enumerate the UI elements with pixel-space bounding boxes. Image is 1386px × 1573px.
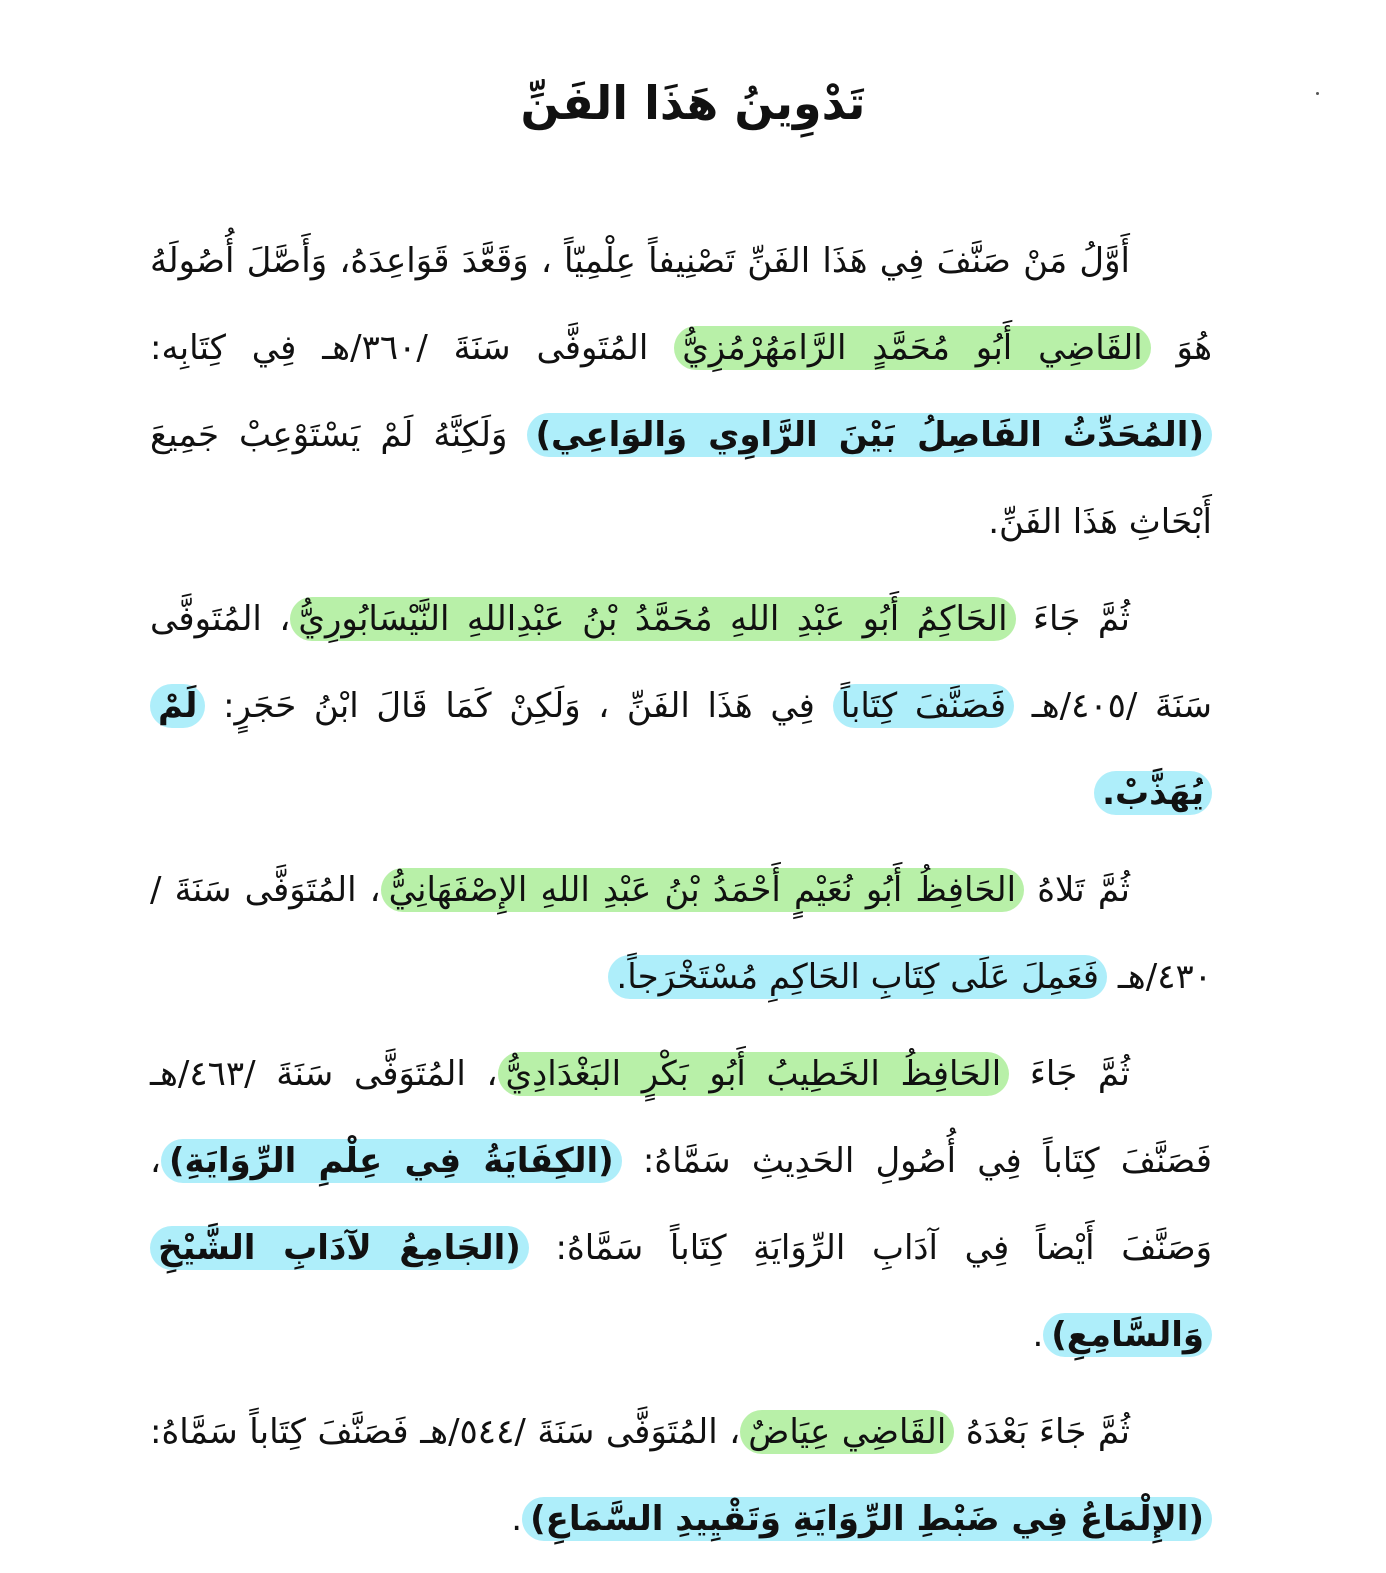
- document-body: [150, 218, 1212, 1573]
- scholar-name-highlight: القَاضِي عِيَاضٌ: [740, 1410, 954, 1454]
- paragraph-4: [150, 1031, 1212, 1379]
- text-highlight: فَصَنَّفَ كِتَاباً: [833, 684, 1014, 728]
- scholar-name-highlight: الحَاكِمُ أَبُو عَبْدِ اللهِ مُحَمَّدُ بْنُ عَبْدِاللهِ النَّيْسَابُورِيُّ: [290, 597, 1015, 641]
- text-segment: .: [1032, 1315, 1044, 1355]
- paragraph-3: [150, 847, 1212, 1021]
- book-title-highlight: (المُحَدِّثُ الفَاصِلُ بَيْنَ الرَّاوِي وَالوَاعِي): [527, 413, 1212, 457]
- quote-highlight: لَمْ يُهَذَّبْ.: [150, 684, 1212, 815]
- book-title-highlight: (الإِلْمَاعُ فِي ضَبْطِ الرِّوَايَةِ وَتَقْيِيدِ السَّمَاعِ): [522, 1497, 1212, 1541]
- scholar-name-highlight: الحَافِظُ الخَطِيبُ أَبُو بَكْرٍ البَغْدَادِيُّ: [498, 1052, 1010, 1096]
- text-segment: ، المُتَوَفَّى سَنَةَ /٥٤٤/هـ فَصَنَّفَ كِتَاباً سَمَّاهُ:: [150, 1412, 741, 1452]
- paragraph-2: [150, 576, 1212, 837]
- text-segment: ثُمَّ تَلاهُ: [1037, 870, 1130, 910]
- text-highlight: فَعَمِلَ عَلَى كِتَابِ الحَاكِمِ مُسْتَخْرَجاً.: [608, 955, 1107, 999]
- text-segment: ثُمَّ جَاءَ بَعْدَهُ: [965, 1412, 1130, 1452]
- page-title: تَدْوِينُ هَذَا الفَنِّ: [520, 76, 866, 130]
- text-segment: ، المُتَوفَّى سَنَةَ /٤٠٥/هـ: [150, 599, 1212, 726]
- text-segment: أَوَّلُ مَنْ صَنَّفَ فِي هَذَا الفَنِّ تَصْنِيفاً عِلْمِيّاً ، وَقَعَّدَ قَوَاعِدَهُ، وَأَصَّلَ أُصُولَهُ هُوَ: [150, 241, 1212, 368]
- text-segment: .: [511, 1499, 523, 1539]
- text-segment: فِي هَذَا الفَنِّ ، وَلَكِنْ كَمَا قَالَ ابْنُ حَجَرٍ:: [223, 686, 815, 726]
- book-title-highlight: (الكِفَايَةُ فِي عِلْمِ الرِّوَايَةِ): [161, 1139, 622, 1183]
- book-title-highlight: (الجَامِعُ لآدَابِ الشَّيْخِ وَالسَّامِعِ): [150, 1226, 1212, 1357]
- paragraph-5: [150, 1389, 1212, 1563]
- scholar-name-highlight: القَاضِي أَبُو مُحَمَّدٍ الرَّامَهُرْمُزِيُّ: [674, 326, 1150, 370]
- text-segment: ، المُتَوَفَّى سَنَةَ /٤٦٣/هـ فَصَنَّفَ كِتَاباً فِي أُصُولِ الحَدِيثِ سَمَّاهُ:: [150, 1054, 1212, 1181]
- scholar-name-highlight: الحَافِظُ أَبُو نُعَيْمٍ أَحْمَدُ بْنُ عَبْدِ اللهِ الإِصْفَهَانِيُّ: [381, 868, 1024, 912]
- text-segment: المُتَوفَّى سَنَةَ /٣٦٠/هـ فِي كِتَابِه:: [150, 328, 649, 368]
- paragraph-1: [150, 218, 1212, 566]
- text-segment: وَلَكِنَّهُ لَمْ يَسْتَوْعِبْ جَمِيعَ أَبْحَاثِ هَذَا الفَنِّ.: [150, 415, 1212, 542]
- text-segment: ، وَصَنَّفَ أَيْضاً فِي آدَابِ الرِّوَايَةِ كِتَاباً سَمَّاهُ:: [150, 1141, 1213, 1268]
- text-segment: ثُمَّ جَاءَ: [1033, 599, 1130, 639]
- text-segment: ، المُتَوَفَّى سَنَةَ /٤٣٠/هـ: [150, 870, 1212, 997]
- text-segment: ثُمَّ جَاءَ: [1029, 1054, 1130, 1094]
